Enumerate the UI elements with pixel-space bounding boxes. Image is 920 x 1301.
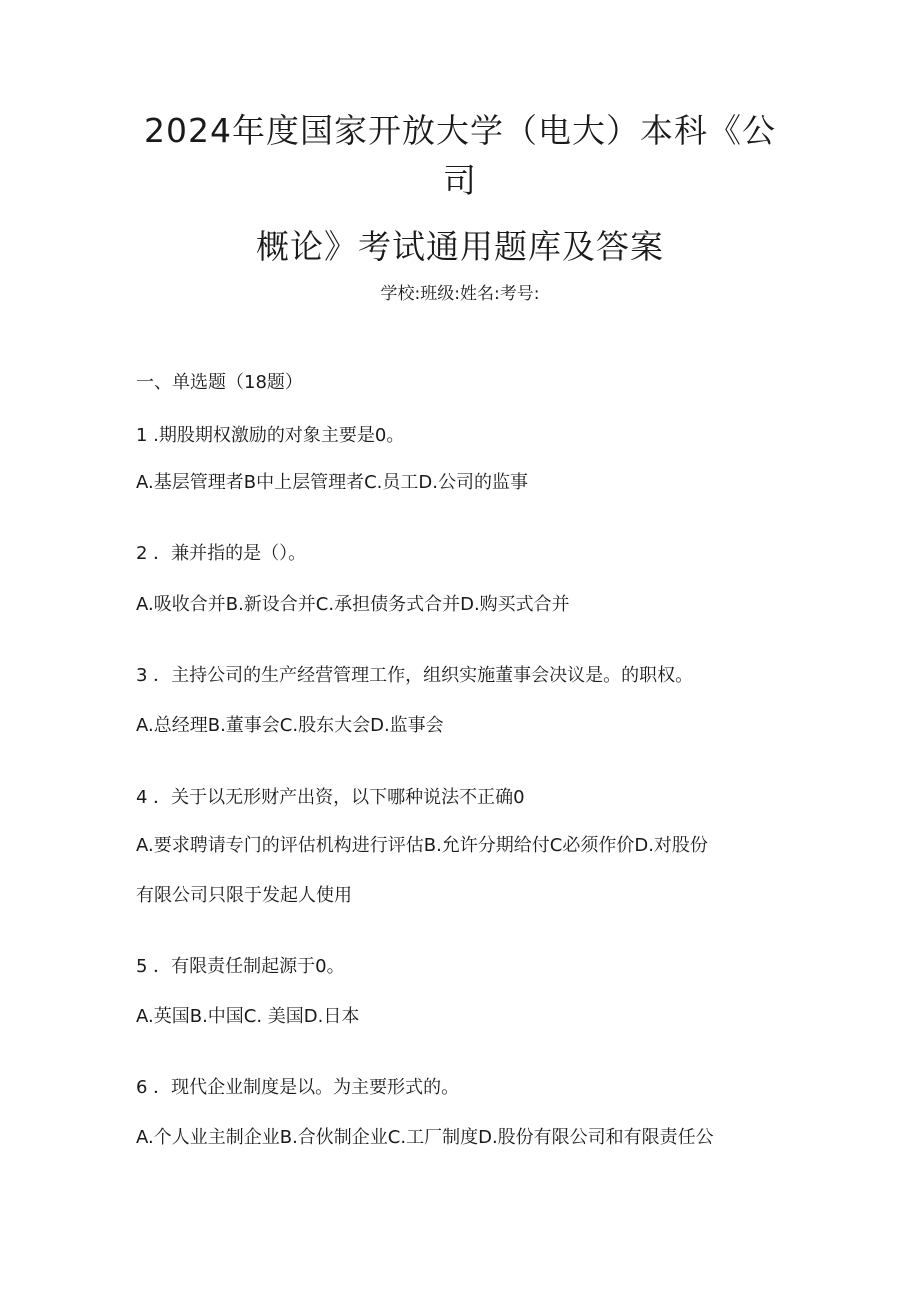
title-line-2: 司 xyxy=(443,161,477,200)
document-title xyxy=(0,106,920,272)
question-1: 1 .期股期权激励的对象主要是0。 xyxy=(136,425,405,446)
question-4: 4 ．关于以无形财产出资，以下哪种说法不正确0 xyxy=(136,787,525,808)
title-line-3: 概论》考试通用题库及答案 xyxy=(256,227,664,266)
question-2: 2 ．兼并指的是（）。 xyxy=(136,543,307,564)
title-line-1: 2024年度国家开放大学（电大）本科《公 xyxy=(144,111,776,150)
question-6-options: A.个人业主制企业B.合伙制企业C.工厂制度D.股份有限公司和有限责任公 xyxy=(136,1127,714,1148)
question-4-options-continued: 有限公司只限于发起人使用 xyxy=(136,885,352,906)
student-info-line: 学校:班级:姓名:考号: xyxy=(380,284,540,304)
question-5: 5 ．有限责任制起源于0。 xyxy=(136,956,345,977)
section-heading: 一、单选题（18题） xyxy=(136,372,303,393)
question-4-options: A.要求聘请专门的评估机构进行评估B.允许分期给付C必须作价D.对股份 xyxy=(136,835,708,856)
question-3: 3 ．主持公司的生产经营管理工作，组织实施董事会决议是。的职权。 xyxy=(136,665,694,686)
question-1-options: A.基层管理者B中上层管理者C.员工D.公司的监事 xyxy=(136,472,528,493)
question-6: 6 ．现代企业制度是以。为主要形式的。 xyxy=(136,1077,460,1098)
question-2-options: A.吸收合并B.新设合并C.承担债务式合并D.购买式合并 xyxy=(136,594,570,615)
question-3-options: A.总经理B.董事会C.股东大会D.监事会 xyxy=(136,715,444,736)
question-5-options: A.英国B.中国C. 美国D.日本 xyxy=(136,1006,360,1027)
